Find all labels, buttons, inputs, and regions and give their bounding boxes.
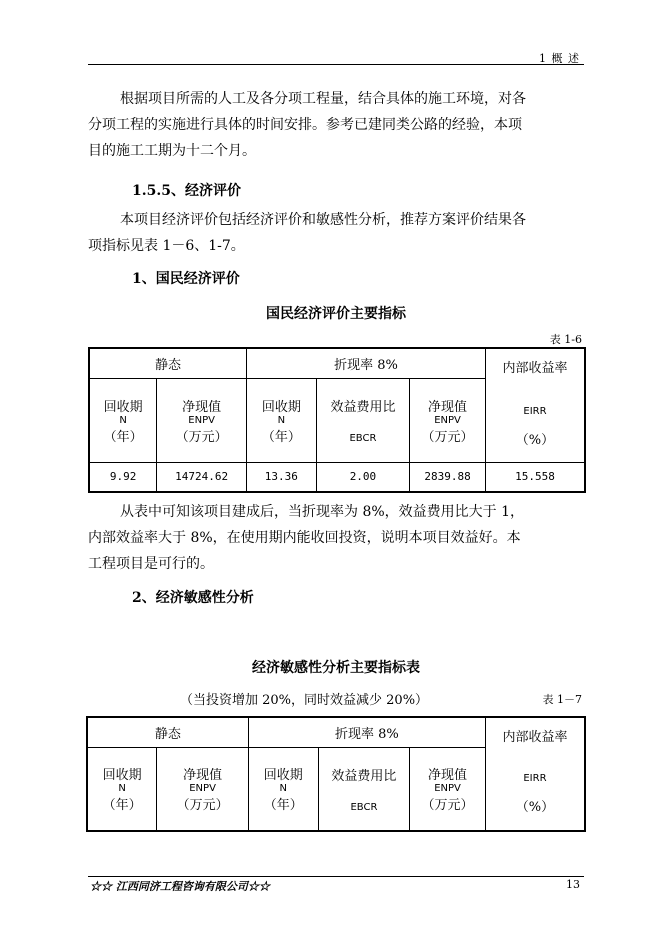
table2-col2-unit: （万元） bbox=[176, 798, 229, 814]
table2-col2-code: ENPV bbox=[189, 783, 216, 795]
table1-group-irr bbox=[485, 348, 585, 462]
footer-divider bbox=[88, 876, 584, 877]
table1-note-cont bbox=[88, 525, 588, 577]
table1-col3-unit: （年） bbox=[261, 429, 301, 445]
footer-company: ☆☆ 江西同济工程咨询有限公司☆☆ bbox=[90, 880, 270, 893]
table1-value-npv-disc: 2839.88 bbox=[410, 462, 486, 492]
intro-paragraph bbox=[120, 86, 600, 112]
subsection-title-1: 1、国民经济评价 bbox=[132, 271, 240, 287]
table1-col-bcr bbox=[316, 378, 409, 462]
table2 bbox=[86, 716, 586, 832]
table2-col1-code: N bbox=[118, 783, 126, 795]
table1-value-bcr: 2.00 bbox=[316, 462, 409, 492]
intro-paragraph-cont bbox=[88, 112, 588, 164]
table2-caption: 经济敏感性分析主要指标表 bbox=[252, 660, 420, 676]
table1-col-payback-static bbox=[89, 378, 157, 462]
table2-col-payback-disc bbox=[248, 747, 318, 831]
header-divider bbox=[88, 64, 584, 65]
intro-line-1: 根据项目所需的人工及各分项工程量，结合具体的施工环境，对各 bbox=[120, 91, 526, 107]
table2-col3-code: N bbox=[279, 783, 287, 795]
table1 bbox=[88, 347, 586, 493]
table1-note-line-2: 内部效益率大于 8%，在使用期内能收回投资，说明本项目效益好。本 bbox=[88, 530, 521, 546]
table2-group-discount: 折现率 8% bbox=[248, 717, 485, 747]
table1-col4-code: EBCR bbox=[349, 433, 377, 444]
table1-note bbox=[120, 499, 600, 525]
table1-col5-unit: （万元） bbox=[421, 429, 474, 445]
page-number: 13 bbox=[566, 878, 580, 891]
table2-col5-name: 净现值 bbox=[428, 768, 468, 784]
table1-col1-unit: （年） bbox=[103, 429, 143, 445]
table1-col4-name: 效益费用比 bbox=[330, 400, 396, 415]
table2-col1-unit: （年） bbox=[102, 798, 142, 814]
table2-group-irr bbox=[485, 717, 585, 831]
table2-subcaption: （当投资增加 20%，同时效益减少 20%） bbox=[180, 693, 429, 708]
table1-irr-code: EIRR bbox=[523, 406, 547, 417]
table1-col3-code: N bbox=[277, 414, 286, 426]
table1-group-discount: 折现率 8% bbox=[246, 348, 485, 378]
table1-col2-name: 净现值 bbox=[182, 399, 222, 415]
table2-group-static: 静态 bbox=[87, 717, 248, 747]
table2-col1-name: 回收期 bbox=[102, 768, 142, 784]
table1-note-line-1: 从表中可知该项目建成后，当折现率为 8%，效益费用比大于 1， bbox=[120, 504, 525, 520]
table1-col-npv-static bbox=[157, 378, 247, 462]
subsection-title-2: 2、经济敏感性分析 bbox=[132, 590, 254, 606]
table1-col-payback-disc bbox=[246, 378, 316, 462]
intro-line-3: 目的施工工期为十二个月。 bbox=[88, 143, 256, 159]
section-line-1: 本项目经济评价包括经济评价和敏感性分析，推荐方案评价结果各 bbox=[120, 212, 526, 228]
table2-col4-name: 效益费用比 bbox=[331, 768, 397, 784]
table1-col5-name: 净现值 bbox=[428, 399, 468, 415]
table2-col-bcr bbox=[318, 747, 410, 831]
table1-note-line-3: 工程项目是可行的。 bbox=[88, 556, 214, 572]
table2-irr-code: EIRR bbox=[523, 773, 547, 784]
section-title-155: 1.5.5、经济评价 bbox=[132, 183, 241, 199]
table1-caption: 国民经济评价主要指标 bbox=[266, 306, 406, 322]
table2-col-npv-disc bbox=[410, 747, 486, 831]
table1-irr-label: 内部收益率 bbox=[502, 361, 568, 376]
table2-col-npv-static bbox=[157, 747, 249, 831]
table1-col2-code: ENPV bbox=[188, 414, 215, 426]
table2-irr-unit: （%） bbox=[515, 800, 555, 815]
table1-value-payback-static: 9.92 bbox=[89, 462, 157, 492]
chapter-header: 1 概 述 bbox=[539, 52, 580, 65]
table1-label: 表 1-6 bbox=[549, 333, 582, 346]
table1-value-npv-static: 14724.62 bbox=[157, 462, 247, 492]
section-paragraph bbox=[120, 207, 600, 233]
table1-col3-name: 回收期 bbox=[261, 399, 301, 415]
table1-col1-code: N bbox=[119, 414, 127, 426]
table1-values-row bbox=[89, 462, 585, 492]
table2-irr-label: 内部收益率 bbox=[502, 730, 568, 745]
table1-col5-code: ENPV bbox=[434, 414, 461, 426]
table1-value-payback-disc: 13.36 bbox=[246, 462, 316, 492]
table2-label: 表 1－7 bbox=[542, 693, 582, 706]
table2-col2-name: 净现值 bbox=[183, 768, 223, 784]
table2-col5-code: ENPV bbox=[434, 783, 461, 795]
table2-col5-unit: （万元） bbox=[421, 798, 474, 814]
table2-col4-code: EBCR bbox=[350, 801, 378, 813]
table1-irr-unit: （%） bbox=[515, 433, 555, 448]
table1-col-npv-disc bbox=[410, 378, 486, 462]
table2-col-payback-static bbox=[87, 747, 157, 831]
table1-col2-unit: （万元） bbox=[175, 429, 228, 445]
section-paragraph-cont bbox=[88, 233, 588, 259]
table1-group-static: 静态 bbox=[89, 348, 246, 378]
table1-col1-name: 回收期 bbox=[103, 399, 143, 415]
section-line-2: 项指标见表 1－6、1-7。 bbox=[88, 238, 245, 254]
table2-col3-name: 回收期 bbox=[263, 768, 303, 784]
intro-line-2: 分项工程的实施进行具体的时间安排。参考已建同类公路的经验，本项 bbox=[88, 117, 522, 133]
table2-col3-unit: （年） bbox=[263, 798, 303, 814]
table1-value-eirr: 15.558 bbox=[485, 462, 585, 492]
